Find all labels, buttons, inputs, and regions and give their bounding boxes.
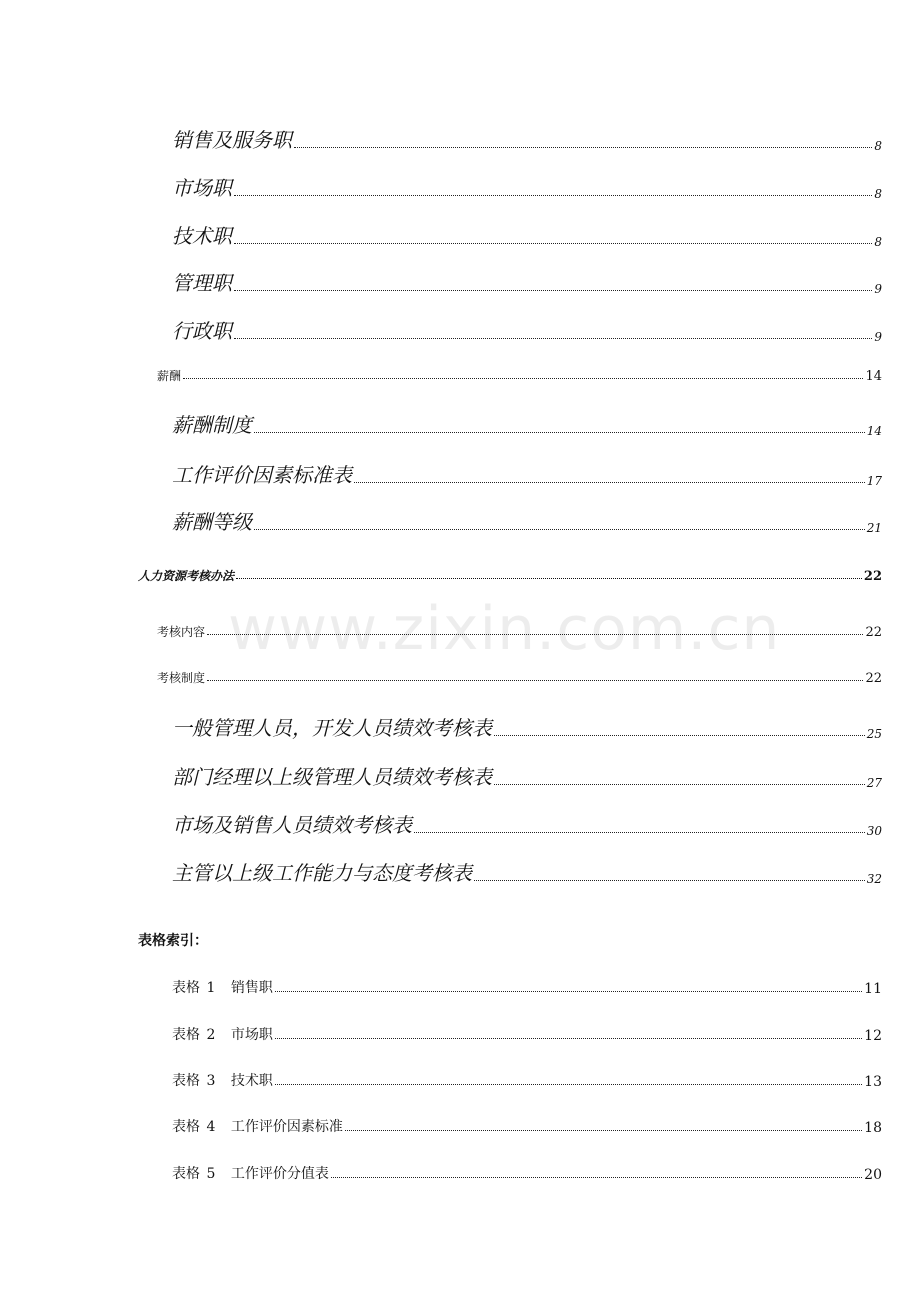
toc-entry-page: 21 [866, 521, 882, 535]
table-prefix: 表格 [172, 1166, 200, 1182]
toc-entry-title: 工作评价因素标准表 [172, 463, 352, 487]
toc-entry[interactable] [157, 367, 882, 384]
watermark: www.zixin.com.cn [228, 594, 781, 664]
dot-leader [183, 377, 863, 379]
toc-entry-page: 22 [863, 569, 882, 584]
table-title: 市场职 [230, 1027, 273, 1043]
dot-leader [275, 1083, 862, 1085]
dot-leader [494, 783, 865, 785]
toc-entry[interactable] [172, 712, 882, 741]
toc-entry-title: 薪酬制度 [172, 413, 252, 437]
table-index-page: 13 [864, 1074, 882, 1090]
dot-leader [254, 528, 865, 530]
table-index-entry[interactable] [172, 1070, 882, 1090]
toc-entry[interactable] [172, 857, 882, 886]
dot-leader [494, 734, 865, 736]
dot-leader [236, 577, 862, 579]
table-number: 4 [206, 1119, 216, 1135]
table-prefix: 表格 [172, 1073, 200, 1089]
toc-entry-page: 27 [866, 776, 882, 790]
toc-entry-title: 市场及销售人员绩效考核表 [172, 813, 412, 837]
toc-entry-page: 25 [866, 727, 882, 741]
dot-leader [207, 679, 863, 681]
toc-entry-title: 人力资源考核办法 [138, 569, 235, 583]
toc-entry[interactable] [172, 459, 882, 488]
table-index-heading: 表格索引： [138, 933, 208, 949]
toc-entry[interactable] [172, 315, 882, 344]
dot-leader [275, 1037, 862, 1039]
table-index-entry[interactable] [172, 1024, 882, 1044]
table-index-label [172, 1070, 273, 1090]
toc-entry[interactable] [172, 172, 882, 201]
table-prefix: 表格 [172, 1119, 200, 1135]
toc-entry[interactable] [172, 761, 882, 790]
table-title: 工作评价因素标准 [230, 1119, 343, 1135]
toc-entry[interactable] [172, 506, 882, 535]
dot-leader [414, 831, 865, 833]
toc-entry-page: 32 [866, 872, 882, 886]
toc-entry-page: 14 [866, 424, 882, 438]
dot-leader [331, 1176, 862, 1178]
table-index-label [172, 977, 273, 997]
toc-entry-title: 薪酬 [157, 369, 182, 383]
table-index-label [172, 1116, 343, 1136]
toc-entry-title: 一般管理人员，开发人员绩效考核表 [172, 716, 492, 740]
toc-entry-page: 22 [865, 625, 882, 640]
toc-entry-title: 技术职 [172, 224, 232, 248]
toc-entry-page: 8 [874, 187, 882, 201]
dot-leader [207, 633, 863, 635]
table-index-entry[interactable] [172, 977, 882, 997]
toc-entry-page: 17 [866, 474, 882, 488]
toc-entry[interactable] [157, 623, 882, 640]
toc-entry-title: 行政职 [172, 319, 232, 343]
table-index-entry[interactable] [172, 1163, 882, 1183]
toc-entry[interactable] [172, 267, 882, 296]
toc-entry-title: 薪酬等级 [172, 510, 252, 534]
toc-entry-chapter[interactable] [138, 567, 882, 584]
toc-entry[interactable] [172, 809, 882, 838]
toc-entry-page: 9 [874, 282, 882, 296]
table-index-page: 20 [864, 1167, 882, 1183]
toc-entry-title: 管理职 [172, 271, 232, 295]
table-index-entry[interactable] [172, 1116, 882, 1136]
toc-entry[interactable] [172, 124, 882, 153]
toc-entry-title: 销售及服务职 [172, 128, 292, 152]
toc-entry[interactable] [172, 220, 882, 249]
table-number: 1 [206, 980, 216, 996]
toc-entry-title: 考核内容 [157, 625, 206, 639]
dot-leader [234, 194, 872, 196]
table-prefix: 表格 [172, 1027, 200, 1043]
table-title: 销售职 [230, 980, 273, 996]
toc-entry-page: 14 [865, 369, 882, 384]
toc-entry-page: 30 [866, 824, 882, 838]
table-index-label [172, 1163, 329, 1183]
dot-leader [234, 289, 872, 291]
dot-leader [354, 481, 865, 483]
dot-leader [234, 337, 872, 339]
table-number: 5 [206, 1166, 216, 1182]
table-index-page: 11 [864, 981, 882, 997]
table-index-page: 12 [864, 1028, 882, 1044]
toc-entry-title: 考核制度 [157, 671, 206, 685]
toc-entry[interactable] [157, 669, 882, 686]
toc-entry-page: 8 [874, 139, 882, 153]
toc-entry-title: 部门经理以上级管理人员绩效考核表 [172, 765, 492, 789]
toc-entry-page: 9 [874, 330, 882, 344]
toc-entry-page: 8 [874, 235, 882, 249]
dot-leader [294, 146, 872, 148]
table-index-label [172, 1024, 273, 1044]
dot-leader [345, 1129, 862, 1131]
dot-leader [275, 990, 862, 992]
dot-leader [254, 431, 865, 433]
table-number: 3 [206, 1073, 216, 1089]
toc-entry-title: 市场职 [172, 176, 232, 200]
dot-leader [234, 242, 872, 244]
table-index-page: 18 [864, 1120, 882, 1136]
toc-entry-page: 22 [865, 671, 882, 686]
toc-entry[interactable] [172, 409, 882, 438]
table-title: 工作评价分值表 [230, 1166, 329, 1182]
table-title: 技术职 [230, 1073, 273, 1089]
table-number: 2 [206, 1027, 216, 1043]
dot-leader [474, 879, 865, 881]
table-prefix: 表格 [172, 980, 200, 996]
toc-entry-title: 主管以上级工作能力与态度考核表 [172, 861, 472, 885]
